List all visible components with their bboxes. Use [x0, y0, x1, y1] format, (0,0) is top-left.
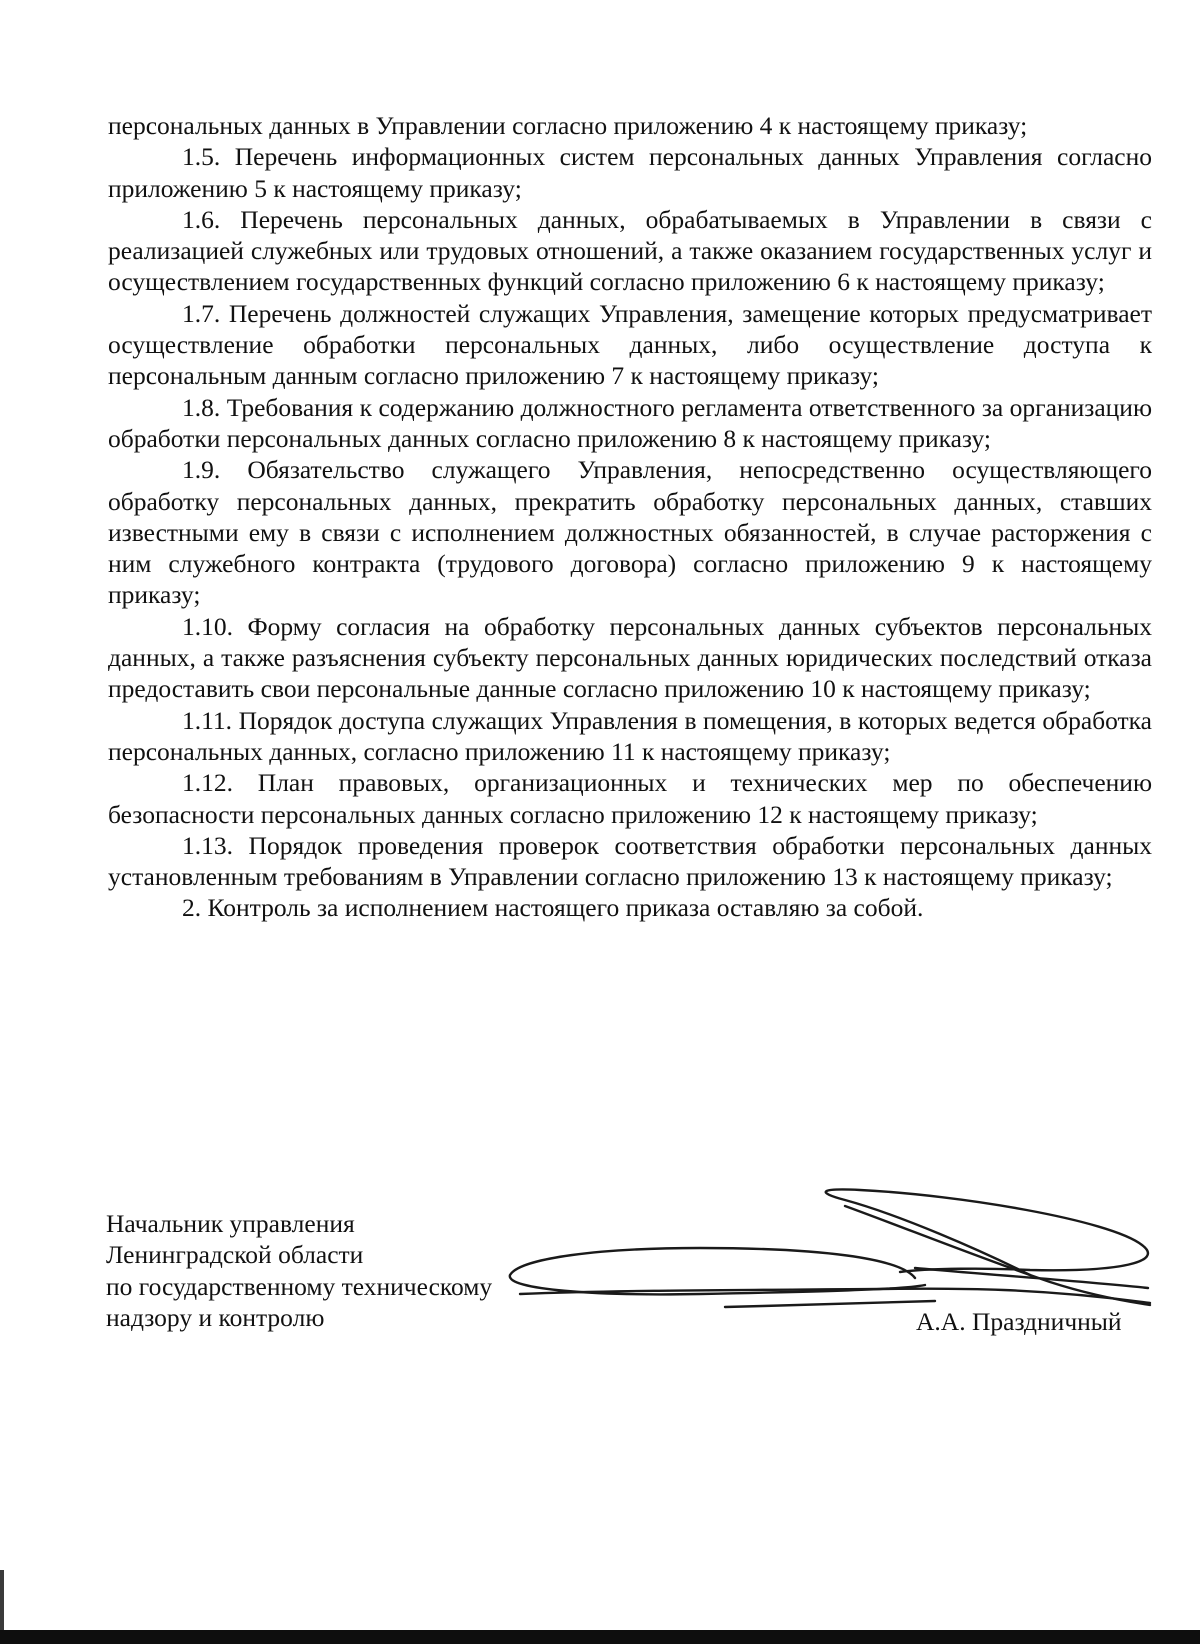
- paragraph-1-13: 1.13. Порядок проведения проверок соответствия обработки персональных данных установленным требованиям в Управлении согласно приложению 13 к настоящему приказу;: [108, 830, 1152, 892]
- scan-border: [0, 1630, 1200, 1644]
- signer-position-line: Начальник управления: [106, 1209, 355, 1238]
- signer-name: А.А. Праздничный: [916, 1307, 1122, 1336]
- paragraph-1-10: 1.10. Форму согласия на обработку персональных данных субъектов персональных данных, а также разъяснения субъекту персональных данных юридических последствий отказа предоставить свои персональные данные согласно приложению 10 к настоящему приказу;: [108, 611, 1152, 704]
- signer-position-line: по государственному техническому: [106, 1271, 493, 1301]
- scan-border: [0, 1570, 4, 1630]
- signer-position-line: надзору и контролю: [106, 1302, 325, 1332]
- paragraph-1-4-tail: персональных данных в Управлении согласно приложению 4 к настоящему приказу;: [108, 111, 1028, 140]
- signer-position: [106, 1208, 492, 1333]
- paragraph-1-11: 1.11. Порядок доступа служащих Управления в помещения, в которых ведется обработка персональных данных, согласно приложению 11 к настоящему приказу;: [108, 705, 1152, 766]
- paragraph-1-5: 1.5. Перечень информационных систем персональных данных Управления согласно приложению 5 к настоящему приказу;: [108, 142, 1152, 203]
- signer-position-line: Ленинградской области: [106, 1240, 364, 1270]
- paragraph-2: 2. Контроль за исполнением настоящего приказа оставляю за собой.: [182, 893, 924, 923]
- document-body: [108, 110, 1152, 924]
- paragraph-1-6: 1.6. Перечень персональных данных, обрабатываемых в Управлении в связи с реализацией служебных или трудовых отношений, а также оказанием государственных услуг и осуществлением государственных функций согласно приложению 6 к настоящему приказу;: [108, 204, 1152, 297]
- paragraph-1-9: 1.9. Обязательство служащего Управления, непосредственно осуществляющего обработку персональных данных, прекратить обработку персональных данных, ставших известными ему в связи с исполнением должностных обязанностей, в случае расторжения с ним служебного контракта (трудового договора) согласно приложению 9 к настоящему приказу;: [108, 455, 1152, 610]
- paragraph-1-8: 1.8. Требования к содержанию должностного регламента ответственного за организацию обработки персональных данных согласно приложению 8 к настоящему приказу;: [108, 392, 1152, 453]
- paragraph-1-7: 1.7. Перечень должностей служащих Управления, замещение которых предусматривает осуществление обработки персональных данных, либо осуществление доступа к персональным данным согласно приложению 7 к настоящему приказу;: [108, 298, 1152, 391]
- paragraph-1-12: 1.12. План правовых, организационных и технических мер по обеспечению безопасности персональных данных согласно приложению 12 к настоящему приказу;: [108, 768, 1152, 829]
